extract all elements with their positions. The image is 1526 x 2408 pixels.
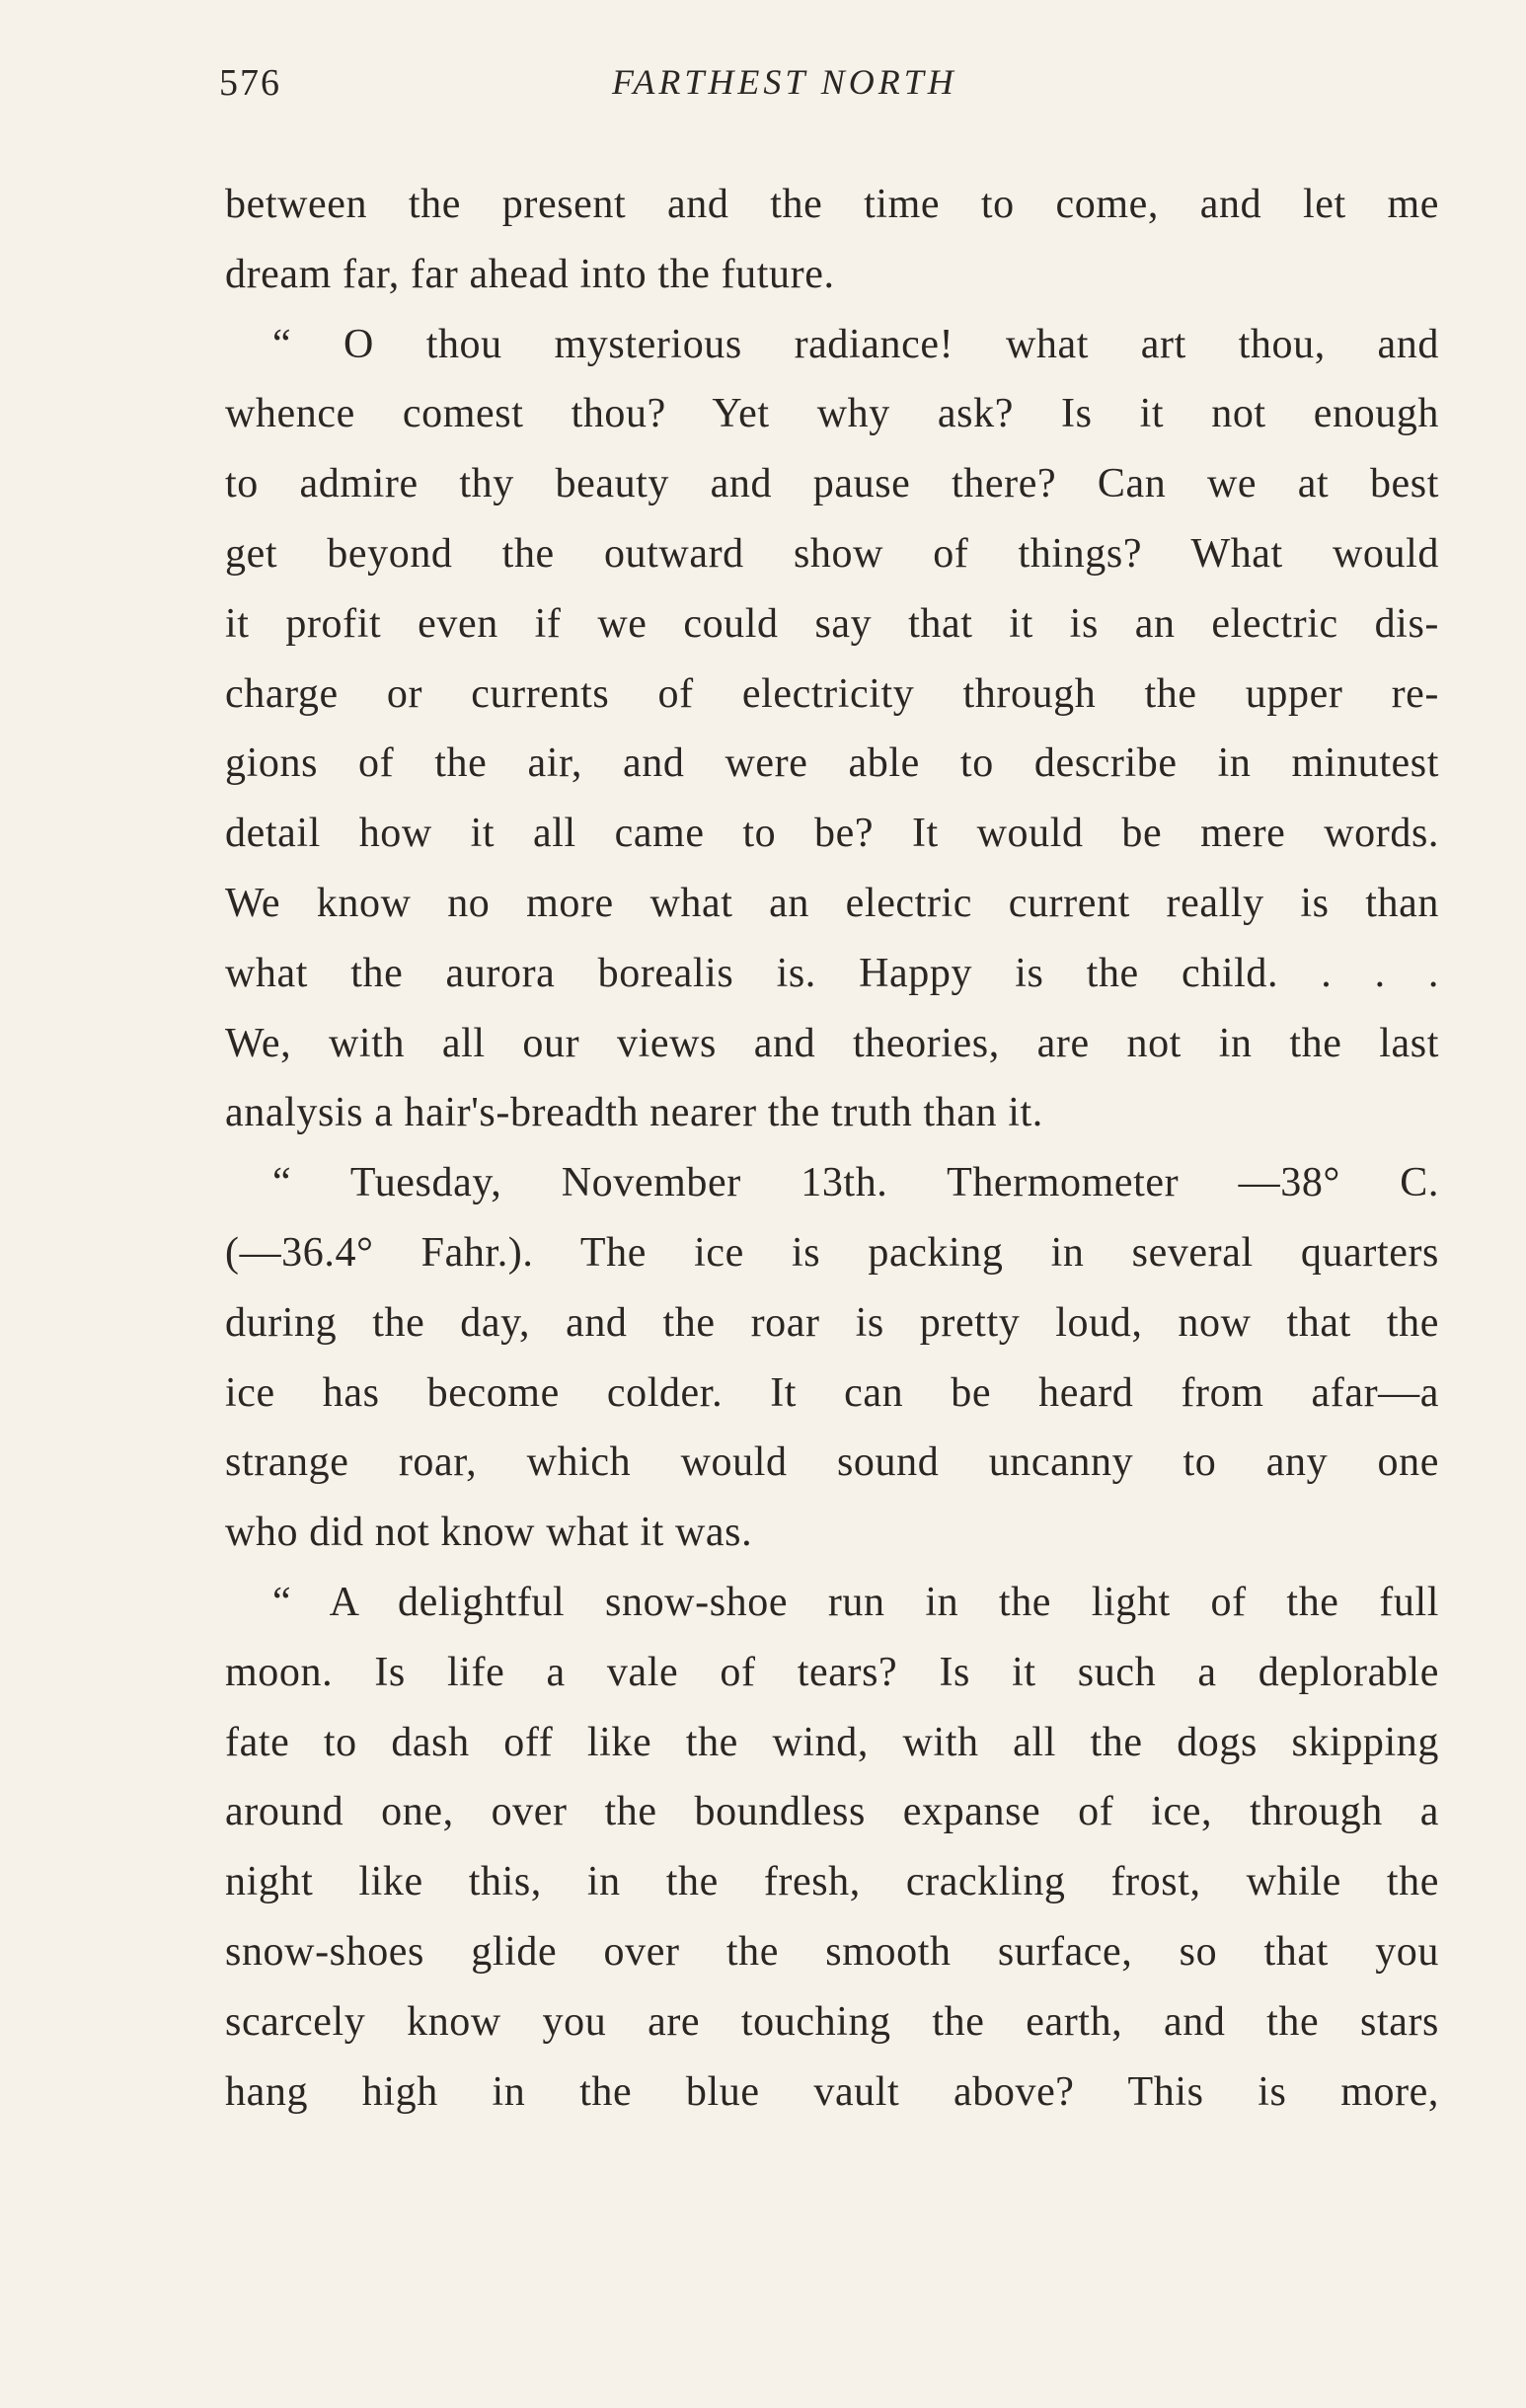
text-line: (—36.4° Fahr.). The ice is packing in several quarters [225, 1229, 1439, 1276]
text-line: hang high in the blue vault above? This is more, [225, 2068, 1439, 2115]
body-text [225, 170, 1439, 2127]
text-line: get beyond the outward show of things? What would [225, 530, 1439, 577]
running-title: FARTHEST NORTH [612, 62, 957, 102]
text-line: analysis a hair's-breadth nearer the truth than it. [225, 1090, 1043, 1136]
text-line: between the present and the time to come, and let me [225, 182, 1439, 227]
text-line: We know no more what an electric current really is than [225, 880, 1439, 926]
text-line: what the aurora borealis is. Happy is the child. . . . [225, 950, 1439, 996]
text-line: detail how it all came to be? It would be mere words. [225, 811, 1439, 857]
text-line: moon. Is life a vale of tears? Is it such a deplorable [225, 1649, 1439, 1695]
text-line: whence comest thou? Yet why ask? Is it not enough [225, 391, 1439, 437]
text-line: around one, over the boundless expanse of ice, through a [225, 1789, 1439, 1835]
text-line: during the day, and the roar is pretty loud, now that the [225, 1299, 1439, 1346]
text-line: ice has become colder. It can be heard from afar—a [225, 1369, 1439, 1416]
running-head [219, 61, 1206, 120]
text-line: who did not know what it was. [225, 1510, 753, 1556]
text-line: dream far, far ahead into the future. [225, 251, 835, 297]
text-line: “ A delightful snow-shoe run in the light of the full [272, 1579, 1439, 1625]
text-line: We, with all our views and theories, are not in the last [225, 1020, 1439, 1066]
text-line: charge or currents of electricity through the upper re- [225, 670, 1439, 717]
text-line: night like this, in the fresh, crackling frost, while the [225, 1859, 1439, 1905]
text-line: scarcely know you are touching the earth, and the stars [225, 1998, 1439, 2045]
text-line: fate to dash off like the wind, with all the dogs skipping [225, 1719, 1439, 1765]
text-line: gions of the air, and were able to describe in minutest [225, 740, 1439, 787]
text-line: snow-shoes glide over the smooth surface, so that you [225, 1928, 1439, 1975]
text-line: it profit even if we could say that it is an electric dis- [225, 600, 1439, 647]
page-number: 576 [219, 62, 281, 104]
text-line: “ Tuesday, November 13th. Thermometer —38° C. [272, 1160, 1439, 1206]
text-line: to admire thy beauty and pause there? Can we at best [225, 461, 1439, 507]
text-line: “ O thou mysterious radiance! what art thou, and [272, 321, 1439, 367]
text-line: strange roar, which would sound uncanny to any one [225, 1439, 1439, 1486]
